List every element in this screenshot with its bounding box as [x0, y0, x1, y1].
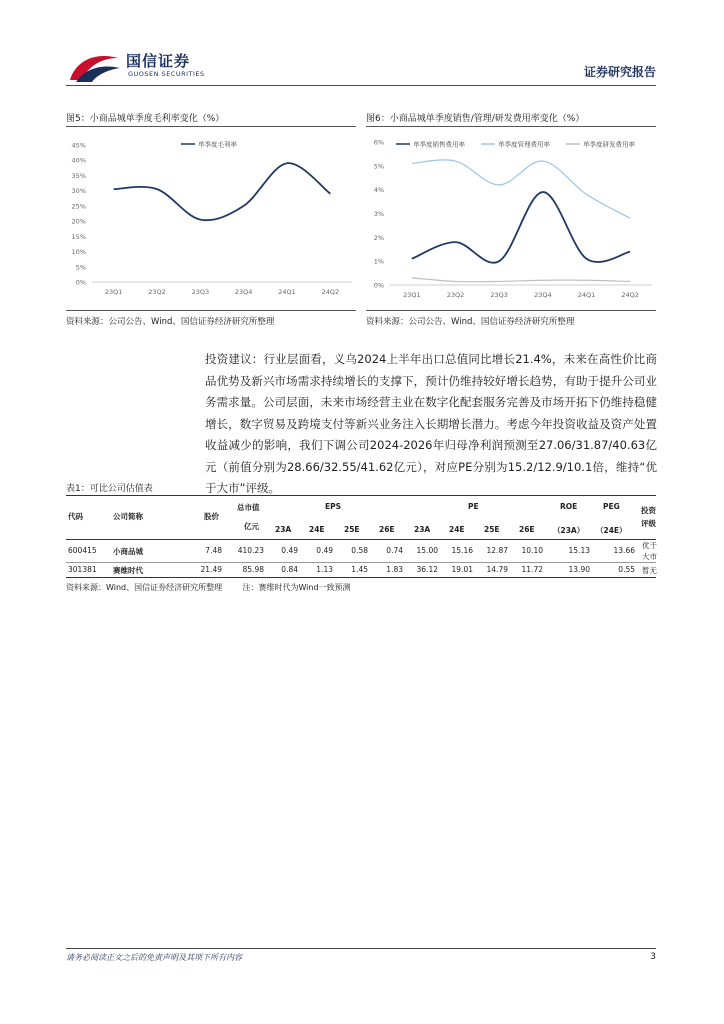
cell-pe-25e: 14.79: [486, 565, 508, 574]
cell-eps-24e: 1.13: [316, 565, 333, 574]
fig5-top-rule: [66, 126, 356, 127]
th-peg: PEG: [603, 502, 620, 511]
fig5-source: 资料来源：公司公告、Wind、国信证券经济研究所整理: [66, 317, 275, 327]
cell-price: 21.49: [200, 565, 222, 574]
cell-name: 赛维时代: [113, 566, 143, 575]
th-rating-1: 投资: [641, 506, 656, 515]
y-tick-label: 5%: [373, 162, 384, 171]
cell-pe-24e: 15.16: [451, 546, 473, 555]
y-tick-label: 40%: [71, 156, 86, 165]
cell-pe-23a: 36.12: [416, 565, 438, 574]
fig6-chart: [366, 128, 656, 308]
cell-peg: 0.55: [618, 565, 635, 574]
fig5-bottom-rule: [66, 310, 356, 311]
cell-rating-1: 优于: [642, 541, 657, 550]
fig6-title: 图6：小商品城单季度销售/管理/研发费用率变化（%）: [366, 114, 585, 124]
th-eps-26e: 26E: [379, 525, 395, 534]
cell-name: 小商品城: [113, 547, 143, 556]
footer-divider: [66, 948, 656, 949]
table-top-rule: [66, 495, 656, 496]
th-eps: EPS: [325, 502, 342, 511]
cell-pe-24e: 19.01: [451, 565, 473, 574]
th-mcap-unit: 亿元: [244, 522, 259, 531]
x-tick-label: 23Q1: [104, 288, 123, 296]
cell-peg: 13.66: [613, 546, 635, 555]
th-pe-26e: 26E: [519, 525, 535, 534]
cell-eps-25e: 0.58: [351, 546, 368, 555]
cell-eps-26e: 0.74: [386, 546, 403, 555]
cell-rating-2: 大市: [642, 552, 657, 561]
th-rating-2: 评级: [641, 519, 656, 528]
cell-eps-23a: 0.49: [281, 546, 298, 555]
fig5-chart: [66, 128, 356, 308]
y-tick-label: 3%: [373, 210, 384, 218]
cell-roe: 15.13: [568, 546, 590, 555]
cell-eps-24e: 0.49: [316, 546, 333, 555]
y-tick-label: 45%: [71, 141, 86, 150]
series-line-2: [412, 160, 630, 218]
y-tick-label: 10%: [71, 248, 86, 257]
x-tick-label: 24Q2: [321, 288, 340, 296]
table-bottom-rule: [66, 577, 656, 578]
disclaimer-text: 请务必阅读正文之后的免责声明及其项下所有内容: [66, 953, 242, 962]
cell-roe: 13.90: [568, 565, 590, 574]
x-tick-label: 23Q2: [446, 291, 465, 299]
th-eps-25e: 25E: [344, 525, 360, 534]
cell-pe-26e: 10.10: [521, 546, 543, 555]
cell-eps-26e: 1.83: [386, 565, 403, 574]
x-tick-label: 23Q2: [148, 288, 166, 296]
x-tick-label: 23Q3: [490, 291, 508, 299]
x-tick-label: 23Q4: [234, 288, 253, 296]
th-price: 股价: [204, 512, 219, 521]
th-pe-24e: 24E: [449, 525, 465, 534]
cell-rating-1: 暂无: [642, 566, 657, 575]
legend-label: 单季度毛利率: [198, 140, 237, 149]
y-tick-label: 15%: [71, 232, 86, 241]
report-type-label: 证券研究报告: [583, 65, 656, 79]
y-tick-label: 20%: [71, 217, 86, 226]
series-line-1: [412, 192, 630, 263]
x-tick-label: 24Q2: [621, 291, 639, 299]
logo-mark-icon: [66, 50, 124, 84]
fig6-source: 资料来源：公司公告、Wind、国信证券经济研究所整理: [366, 317, 575, 327]
y-tick-label: 35%: [71, 171, 86, 180]
th-roe-year: （23A）: [553, 526, 585, 535]
legend-label: 单季度销售费用率: [413, 140, 465, 149]
th-name: 公司简称: [113, 512, 143, 521]
table-header-rule: [66, 539, 656, 540]
cell-mcap: 85.98: [242, 565, 264, 574]
table-row-rule: [66, 562, 656, 563]
th-eps-24e: 24E: [309, 525, 325, 534]
cell-eps-25e: 1.45: [351, 565, 368, 574]
cell-code: 301381: [68, 565, 97, 574]
x-tick-label: 24Q1: [278, 288, 296, 296]
x-tick-label: 24Q1: [577, 291, 596, 299]
th-roe: ROE: [560, 502, 578, 511]
cell-eps-23a: 0.84: [281, 565, 298, 574]
fig6-top-rule: [366, 126, 656, 127]
cell-pe-23a: 15.00: [416, 546, 438, 555]
table-source: 资料来源：Wind、国信证券经济研究所整理 注：赛维时代为Wind一致预测: [66, 583, 351, 592]
cell-price: 7.48: [205, 546, 222, 555]
x-tick-label: 23Q4: [534, 291, 552, 299]
fig6-bottom-rule: [366, 310, 656, 311]
y-tick-label: 0%: [373, 281, 384, 290]
cell-mcap: 410.23: [237, 546, 264, 555]
page-number: 3: [650, 952, 656, 962]
legend-label: 单季度管理费用率: [498, 140, 550, 149]
th-pe-25e: 25E: [484, 525, 500, 534]
th-mcap: 总市值: [237, 503, 260, 512]
investment-advice-paragraph: 投资建议：行业层面看，义乌2024上半年出口总值同比增长21.4%，未来在高性价比商品优势及新兴市场需求持续增长的支撑下，预计仍维持较好增长趋势，有助于提升公司业务需求量。公司层面，未来市场经营主业在数字化配套服务完善及市场开拓下仍维持稳健增长，数字贸易及跨境支付等新兴业务注入长期增长潜力。考虑今年投资收益及资产处置收益减少的影响，我们下调公司2024-2026年归母净利润预测至27.06/31.87/40.63亿元（前值分别为28.66/32.55/41.62亿元），对应PE分别为15.2/12.9/10.1倍，维持“优于大市”评级。: [205, 352, 657, 495]
th-pe: PE: [468, 502, 479, 511]
y-tick-label: 0%: [75, 278, 86, 287]
y-tick-label: 2%: [373, 233, 384, 242]
header-divider: [66, 85, 656, 86]
cell-code: 600415: [68, 546, 97, 555]
x-tick-label: 23Q1: [403, 291, 421, 299]
x-tick-label: 23Q3: [191, 288, 210, 296]
th-code: 代码: [68, 512, 83, 521]
logo-text-cn: 国信证券: [126, 52, 191, 70]
cell-pe-26e: 11.72: [521, 565, 543, 574]
y-tick-label: 4%: [373, 186, 384, 195]
series-line-3: [412, 278, 630, 282]
th-eps-23a: 23A: [275, 525, 292, 534]
series-line-1: [114, 163, 331, 220]
y-tick-label: 30%: [71, 187, 86, 196]
legend-label: 单季度研发费用率: [583, 140, 635, 149]
logo-text-en: GUOSEN SECURITIES: [128, 70, 205, 78]
y-tick-label: 1%: [373, 257, 384, 266]
th-pe-23a: 23A: [414, 525, 431, 534]
th-peg-year: （24E）: [596, 526, 627, 535]
fig5-title: 图5：小商品城单季度毛利率变化（%）: [66, 114, 225, 124]
table-title: 表1：可比公司估值表: [66, 484, 153, 494]
y-tick-label: 25%: [71, 202, 86, 211]
y-tick-label: 6%: [373, 138, 384, 147]
cell-pe-25e: 12.87: [486, 546, 508, 555]
y-tick-label: 5%: [75, 263, 86, 272]
